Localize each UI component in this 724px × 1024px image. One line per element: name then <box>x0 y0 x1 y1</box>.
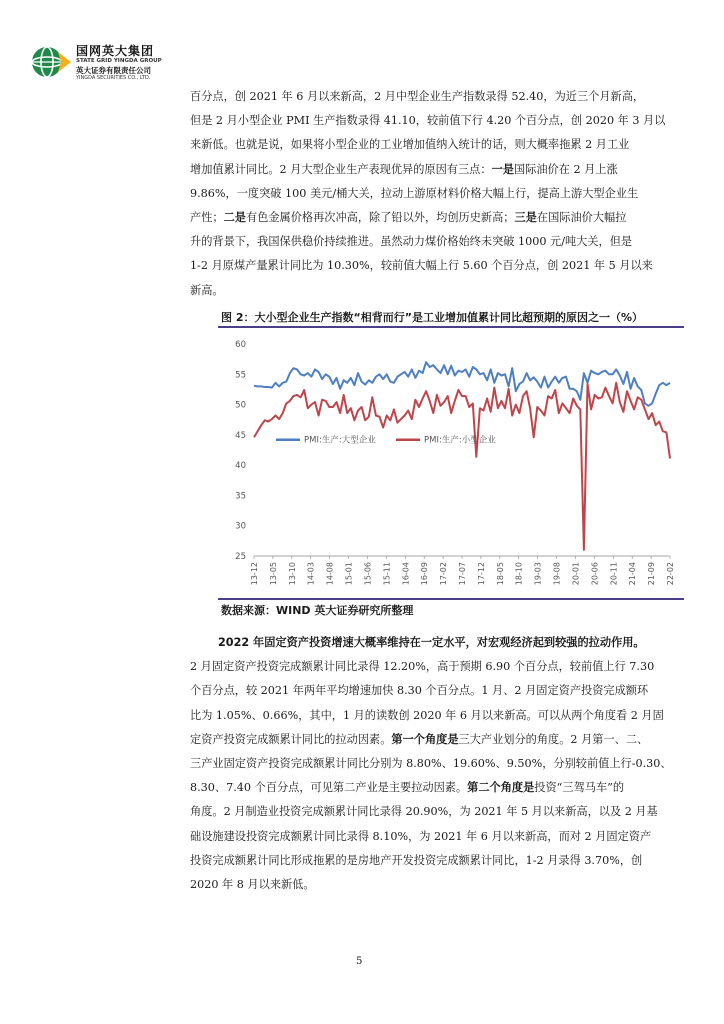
logo-en-name: STATE GRID YINGDA GROUP <box>76 58 162 64</box>
y-tick-label: 35 <box>235 491 246 502</box>
y-tick-label: 40 <box>235 461 246 472</box>
text-line: 升的背景下，我国保供稳价持续推进。虽然动力煤价格始终未突破 1000 元/吨大关，但是 <box>190 235 633 249</box>
x-tick-label: 14-03 <box>306 562 316 586</box>
text-line <box>190 206 710 230</box>
bold-heading: 2022 年固定资产投资增速大概率维持在一定水平，对宏观经济起到较强的拉动作用。 <box>218 636 645 649</box>
text-line <box>190 631 710 655</box>
company-cn-name: 英大证券有限责任公司 <box>76 66 151 75</box>
x-tick-label: 18-05 <box>495 562 505 586</box>
company-en-name: YINGDA SECURITIES CO., LTD. <box>76 75 151 81</box>
text-line <box>190 776 710 800</box>
bold-phrase-one: 一是 <box>491 162 514 176</box>
text-segment: 定资产投资完成额累计同比的拉动因素。 <box>190 732 392 746</box>
x-tick-label: 15-11 <box>382 562 392 586</box>
x-tick-label: 17-02 <box>439 562 449 586</box>
x-tick-label: 17-12 <box>476 562 486 586</box>
x-tick-label: 21-04 <box>628 562 638 586</box>
text-segment: 8.30、7.40 个百分点，可见第二产业是主要拉动因素。 <box>190 781 468 795</box>
text-line: 1-2 月原煤产量累计同比为 10.30%，较前值大幅上行 5.60 个百分点，创 2021 年 5 月以来 <box>190 259 653 273</box>
text-segment: 增加值累计同比。2 月大型企业生产表现优异的原因有三点： <box>190 162 492 176</box>
x-tick-label: 22-02 <box>666 562 675 586</box>
text-line: 三产业固定资产投资完成额累计同比分别为 8.80%、19.60%、9.50%，分别较前值上行-0.30、 <box>190 757 672 771</box>
text-line: 投资完成额累计同比形成拖累的是房地产开发投资完成额累计同比，1-2 月录得 3.70%，创 <box>190 853 643 867</box>
text-segment: 国际油价在 2 月上涨 <box>513 162 618 176</box>
text-line: 新高。 <box>190 283 224 297</box>
x-tick-label: 15-06 <box>363 562 373 586</box>
x-tick-label: 13-05 <box>268 562 278 586</box>
text-line: 9.86%，一度突破 100 美元/桶大关，拉动上游原材料价格大幅上行，提高上游大型企业生 <box>190 186 639 200</box>
company-logo <box>30 40 200 84</box>
x-tick-label: 16-09 <box>420 562 430 586</box>
text-line <box>190 728 710 752</box>
text-line: 础设施建设投资完成额累计同比录得 8.10%，为 2021 年 6 月以来新高，而对 2 月固定资产 <box>190 829 652 843</box>
figure-top-rule <box>218 326 684 328</box>
y-tick-label: 30 <box>235 521 246 532</box>
text-segment: 投资“三驾马车”的 <box>534 781 625 795</box>
x-tick-label: 20-11 <box>609 562 619 586</box>
text-line <box>190 158 710 182</box>
text-segment: 在国际油价大幅拉 <box>536 211 627 225</box>
y-tick-label: 45 <box>235 430 246 441</box>
text-line: 2 月固定资产投资完成额累计同比录得 12.20%，高于预期 6.90 个百分点，较前值上行 7.30 <box>190 660 655 674</box>
figure-bottom-rule <box>218 598 684 600</box>
x-tick-label: 17-07 <box>458 562 467 586</box>
globe-arrow-logo-icon <box>30 42 72 82</box>
page-number: 5 <box>356 956 363 967</box>
text-segment: 有色金属价格再次冲高，除了铅以外，均创历史新高； <box>245 211 515 225</box>
bold-angle-two: 第二个角度是 <box>467 781 535 795</box>
y-tick-label: 55 <box>235 370 246 381</box>
y-tick-label: 25 <box>235 552 246 562</box>
x-tick-label: 16-04 <box>401 562 411 586</box>
text-line: 角度。2 月制造业投资完成额累计同比录得 20.90%，为 2021 年 5 月以来新高，以及 2 月基 <box>190 805 658 819</box>
x-tick-label: 19-08 <box>552 562 562 586</box>
figure-title: 图 2：大小型企业生产指数“相背而行”是工业增加值累计同比超预期的原因之一（%） <box>221 311 643 324</box>
y-tick-label: 60 <box>235 340 246 350</box>
figure-source: 数据来源：WIND 英大证券研究所整理 <box>221 604 414 617</box>
text-line: 来新低。也就是说，如果将小型企业的工业增加值纳入统计的话，则大概率拖累 2 月工业 <box>190 138 630 152</box>
x-tick-label: 13-12 <box>250 562 259 586</box>
text-line: 比为 1.05%、0.66%，其中，1 月的读数创 2020 年 6 月以来新高。可以从两个角度看 2 月固 <box>190 708 664 722</box>
text-segment: 产性； <box>190 211 224 225</box>
x-tick-label: 15-01 <box>344 562 354 586</box>
x-tick-label: 19-03 <box>533 562 543 586</box>
text-line: 个百分点，较 2021 年两年平均增速加快 8.30 个百分点。1 月、2 月固定资产投资完成额环 <box>190 684 649 698</box>
x-tick-label: 20-01 <box>571 562 581 586</box>
x-tick-label: 18-10 <box>514 562 524 586</box>
paragraph-fixed-asset-investment <box>190 631 710 897</box>
legend-label: PMI:生产:小型企业 <box>424 435 496 446</box>
text-segment: 三大产业划分的角度。2 月第一、二、 <box>458 732 649 746</box>
paragraph-industrial-production <box>190 85 710 303</box>
x-tick-label: 14-08 <box>325 562 335 586</box>
y-tick-label: 50 <box>235 400 246 411</box>
series-line-small-enterprise <box>254 383 670 550</box>
x-tick-label: 20-06 <box>590 562 600 586</box>
text-line: 但是 2 月小型企业 PMI 生产指数录得 41.10，较前值下行 4.20 个百分点，创 2020 年 3 月以 <box>190 114 666 128</box>
bold-angle-one: 第一个角度是 <box>391 732 459 746</box>
x-tick-label: 21-09 <box>647 562 657 586</box>
x-tick-label: 13-10 <box>287 562 297 586</box>
bold-phrase-three: 三是 <box>514 211 537 225</box>
series-line-large-enterprise <box>254 362 670 406</box>
pmi-line-chart <box>218 330 684 596</box>
text-line: 2020 年 8 月以来新低。 <box>190 878 315 892</box>
legend-label: PMI:生产:大型企业 <box>304 435 376 446</box>
logo-cn-name: 国网英大集团 <box>76 44 155 58</box>
text-line: 百分点，创 2021 年 6 月以来新高，2 月中型企业生产指数录得 52.40，为近三个月新高， <box>190 90 645 103</box>
bold-phrase-two: 二是 <box>223 211 246 225</box>
